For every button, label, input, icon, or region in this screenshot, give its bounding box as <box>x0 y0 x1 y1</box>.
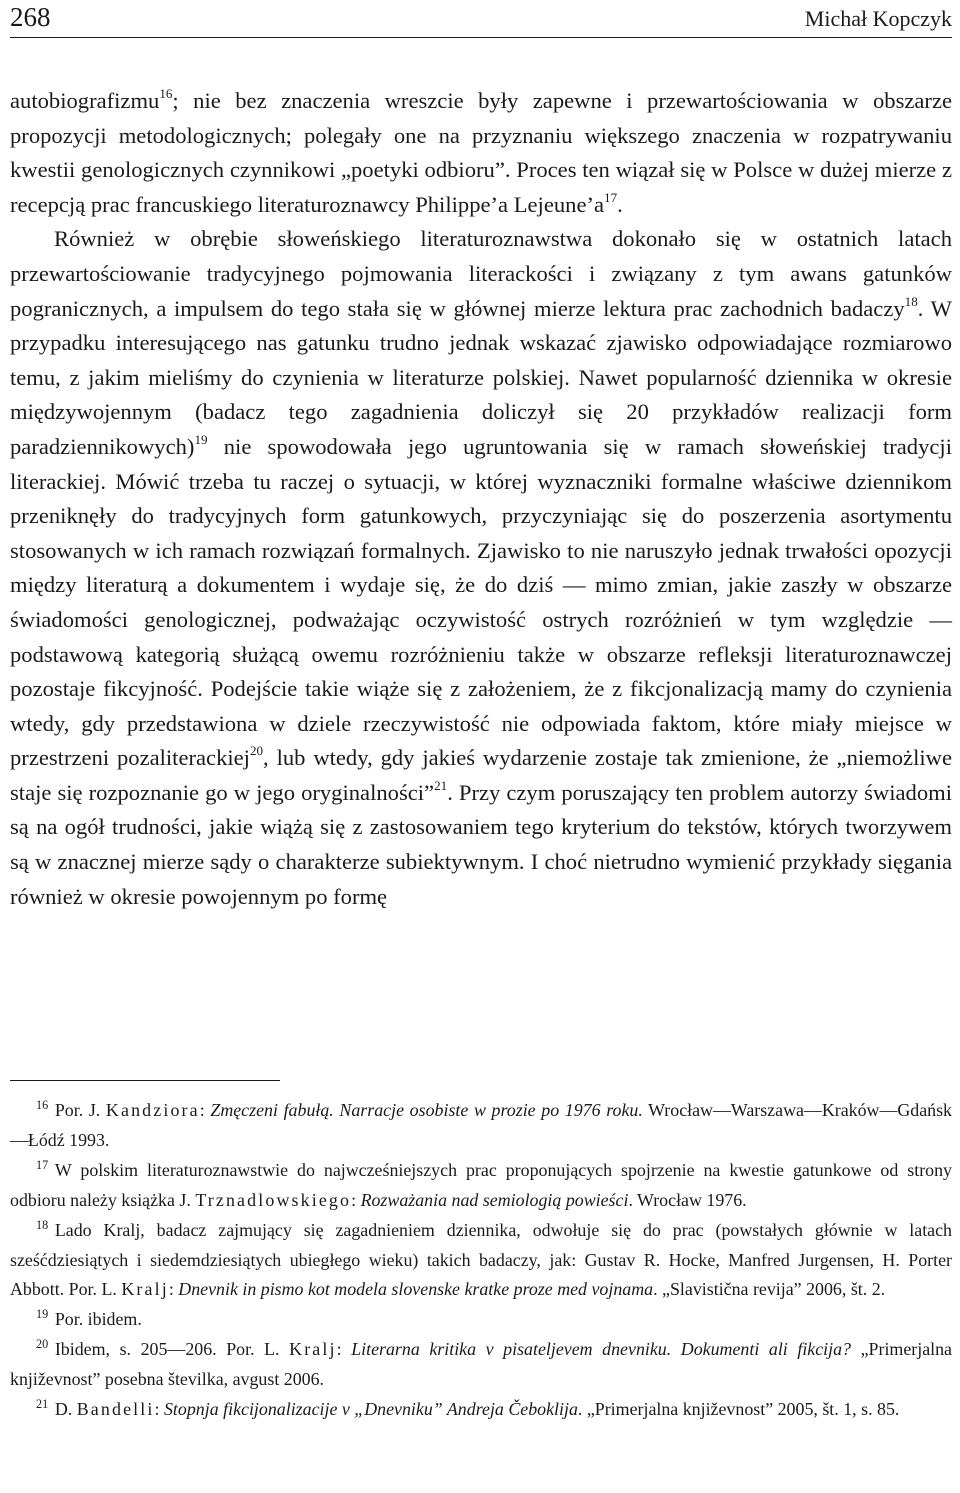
footnote-ref-21[interactable]: 21 <box>434 778 448 794</box>
footnote-separator <box>10 1080 280 1081</box>
header-rule <box>10 37 952 38</box>
running-head-author: Michał Kopczyk <box>804 6 952 31</box>
cited-author: Kandziora <box>105 1100 200 1120</box>
footnote-17: $^{17}$ W polskim literaturoznawstwie do najwcześniejszych prac proponujących spojrzenie na kwestie gatunkowe od strony odbioru należy książka J. Trznadlowskiego: Rozważania nad semiologią powieści. Wrocław 1976. <box>10 1157 952 1210</box>
main-text <box>10 84 952 914</box>
footnote-ref-18[interactable]: 18 <box>904 293 918 309</box>
footnote-16: $^{16}$ Por. J. Kandziora: Zmęczeni fabułą. Narracje osobiste w prozie po 1976 roku. Wrocław—Warszawa—Kraków—Gdańsk—Łódź 1993. <box>10 1098 952 1150</box>
footnote-18: $^{18}$ Lado Kralj, badacz zajmujący się zagadnieniem dziennika, odwołuje się do prac (powstałych głównie w latach sześćdziesiątych i siedemdziesiątych ubiegłego wieku) takich badaczy, jak: Gustav R. Hocke, Manfred Jurgensen, H. Porter Abbott. Por. L. Kralj: Dnevnik in pismo kot modela slovenske kratke proze med vojnama. „Slavistična revija” 2006, št. 2. <box>10 1217 952 1300</box>
cited-author: Trznadlowskiego <box>195 1189 352 1210</box>
cited-title: Dnevnik in pismo kot modela slovenske kratke proze med vojnama <box>178 1279 654 1300</box>
footnote-ref-19[interactable]: 19 <box>194 432 208 448</box>
cited-author: Bandelli <box>76 1399 155 1420</box>
footnote-ref-17[interactable]: 17 <box>604 189 618 205</box>
footnotes <box>10 1096 952 1425</box>
cited-title: Stopnja fikcijonalizacije v „Dnevniku” Andreja Čeboklija <box>163 1399 578 1420</box>
paragraph-1: autobiografizmu$^{16}$; nie bez znaczenia wreszcie były zapewne i przewartościowania w obszarze propozycji metodologicznych; polegały one na przyznaniu większego znaczenia w rozpatrywaniu kwestii genologicznych czynnikowi „poetyki odbioru”. Proces ten wiązał się w Polsce w dużej mierze z recepcją prac francuskiego literaturoznawcy Philippe’a $Lejeune’a^{17}$. <box>10 86 952 217</box>
page-number: 268 <box>10 2 51 32</box>
footnote-19: $^{19}$ Por. ibidem. <box>36 1307 142 1330</box>
paragraph-2: Również w obrębie słoweńskiego literaturoznawstwa dokonało się w ostatnich latach przewartościowanie tradycyjnego pojmowania literackości i związany z tym awans gatunków pogranicznych, a impulsem do tego stała się w głównej mierze lektura prac zachodnich badaczy$^{18}$. W przypadku interesującego nas gatunku trudno jednak wskazać zjawisko odpowiadające rozmiarowo temu, z jakim mieliśmy do czynienia w literaturze polskiej. Nawet popularność dziennika w okresie międzywojennym (badacz tego zagadnienia doliczył się 20 przykładów realizacji form paradziennikowych)$^{19}$ nie spowodowała jego ugruntowania się w ramach słoweńskiej tradycji literackiej. Mówić trzeba tu raczej o sytuacji, w której wyznaczniki formalne właściwe dziennikom przeniknęły do tradycyjnych form gatunkowych, przyczyniając się do poszerzenia asortymentu stosowanych w ich ramach rozwiązań formalnych. Zjawisko to nie naruszyło jednak trwałości opozycji między literaturą a dokumentem i wydaje się, że do dziś — mimo zmian, jakie zaszły w obszarze świadomości genologicznej, podważając oczywistość ostrych rozróżnień w tym względzie — podstawową kategorią służącą owemu rozróżnieniu także w obszarze refleksji literaturoznawczej pozostaje fikcyjność. Podejście takie wiąże się z założeniem, że z fikcjonalizacją mamy do czynienia wtedy, gdy przedstawiona w dziele rzeczywistość nie odpowiada faktom, które miały miejsce w przestrzeni pozaliterackiej$^{20}$, lub wtedy, gdy jakieś wydarzenie zostaje tak zmienione, że „niemożliwe staje się rozpoznanie go w jego oryginalności”$^{21}$. Przy czym poruszający ten problem autorzy świadomi są na ogół trudności, jakie wiążą się z zastosowaniem tego kryterium do tekstów, których tworzywem są w znacznej mierze sądy o charakterze subiektywnym. I choć nietrudno wymienić przykłady sięgania również w okresie powojennym po formę <box>10 226 952 909</box>
cited-author: Kralj <box>289 1339 337 1360</box>
footnote-21: $^{21}$ D. Bandelli: Stopnja fikcijonalizacije v „Dnevniku” Andreja Čeboklija. „Primerjalna književnost” 2005, št. 1, s. 85. <box>36 1397 900 1420</box>
cited-title: Zmęczeni fabułą. Narracje osobiste w prozie po 1976 roku. <box>210 1100 643 1120</box>
footnote-ref-16[interactable]: 16 <box>159 86 173 102</box>
cited-title: Rozważania nad semiologią powieści <box>360 1189 629 1210</box>
footnote-20: $^{20}$ Ibidem, s. 205—206. Por. L. Kralj: Literarna kritika v pisateljevem dnevniku. Dokumenti ali fikcija? „Primerjalna književnost” posebna številka, avgust 2006. <box>10 1337 952 1390</box>
cited-author: Kralj <box>121 1279 169 1300</box>
page-header <box>10 0 952 38</box>
footnote-ref-20[interactable]: 20 <box>249 743 264 759</box>
cited-title: Literarna kritika v pisateljevem dnevniku. Dokumenti ali fikcija? <box>351 1339 852 1360</box>
